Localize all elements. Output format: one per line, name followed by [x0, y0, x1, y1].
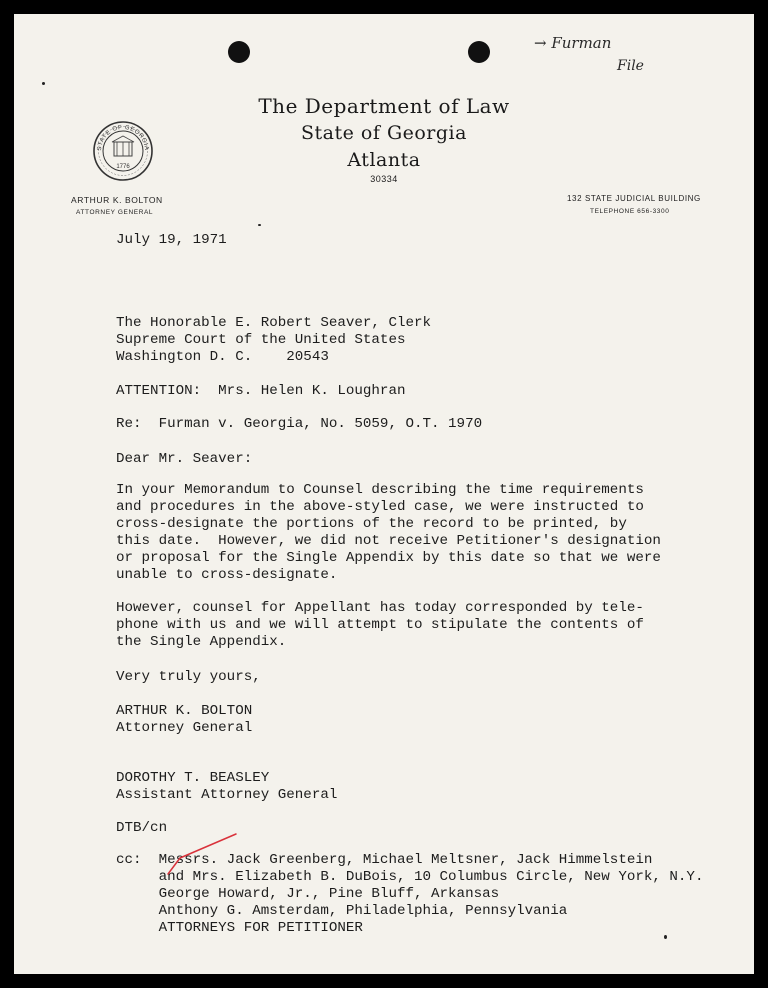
typist-initials: DTB/cn	[116, 820, 168, 836]
closing: Very truly yours,	[116, 669, 261, 685]
speck	[258, 224, 261, 226]
signer-1-name: ARTHUR K. BOLTON	[116, 703, 253, 719]
handwritten-note-file: File	[617, 58, 644, 74]
paragraph-1-line-2: and procedures in the above-styled case, we were instructed to	[116, 499, 644, 515]
paragraph-1-line-6: unable to cross-designate.	[116, 567, 338, 583]
letterhead-state: State of Georgia	[301, 122, 467, 144]
letter-page	[14, 14, 754, 974]
salutation: Dear Mr. Seaver:	[116, 451, 253, 467]
paragraph-1-line-3: cross-designate the portions of the record to be printed, by	[116, 516, 627, 532]
paragraph-2-line-3: the Single Appendix.	[116, 634, 287, 650]
letterhead-zip: 30334	[370, 174, 398, 184]
handwritten-note-furman: → Furman	[534, 34, 612, 52]
speck	[664, 935, 667, 939]
paragraph-1-line-4: this date. However, we did not receive Petitioner's designation	[116, 533, 661, 549]
paragraph-1-line-5: or proposal for the Single Appendix by this date so that we were	[116, 550, 661, 566]
punch-hole-left	[228, 41, 250, 63]
letterhead-right-address: 132 STATE JUDICIAL BUILDING	[567, 194, 701, 203]
signer-1-title: Attorney General	[116, 720, 253, 736]
signer-2-title: Assistant Attorney General	[116, 787, 338, 803]
paragraph-1-line-1: In your Memorandum to Counsel describing the time requirements	[116, 482, 644, 498]
letter-date: July 19, 1971	[116, 232, 227, 248]
letterhead-city: Atlanta	[347, 149, 421, 171]
letterhead-right-phone: TELEPHONE 656-3300	[590, 208, 670, 215]
speck	[42, 82, 45, 85]
letterhead-department: The Department of Law	[258, 94, 510, 118]
red-check-mark-icon	[164, 830, 244, 880]
cc-line-3: George Howard, Jr., Pine Bluff, Arkansas	[116, 886, 500, 902]
letterhead-left-name: ARTHUR K. BOLTON	[71, 195, 163, 205]
cc-line-4: Anthony G. Amsterdam, Philadelphia, Pennsylvania	[116, 903, 568, 919]
letterhead-left-title: ATTORNEY GENERAL	[76, 209, 154, 216]
signer-2-name: DOROTHY T. BEASLEY	[116, 770, 270, 786]
cc-line-2: and Mrs. Elizabeth B. DuBois, 10 Columbus Circle, New York, N.Y.	[116, 869, 704, 885]
recipient-line-2: Supreme Court of the United States	[116, 332, 406, 348]
seal-text: STATE OF GEORGIA	[96, 124, 150, 151]
re-line: Re: Furman v. Georgia, No. 5059, O.T. 1970	[116, 416, 483, 432]
recipient-line-3: Washington D. C. 20543	[116, 349, 329, 365]
recipient-line-1: The Honorable E. Robert Seaver, Clerk	[116, 315, 432, 331]
attention-line: ATTENTION: Mrs. Helen K. Loughran	[116, 383, 406, 399]
paragraph-2-line-1: However, counsel for Appellant has today corresponded by tele-	[116, 600, 644, 616]
cc-line-1: cc: Messrs. Jack Greenberg, Michael Meltsner, Jack Himmelstein	[116, 852, 653, 868]
punch-hole-right	[468, 41, 490, 63]
cc-line-5: ATTORNEYS FOR PETITIONER	[116, 920, 363, 936]
paragraph-2-line-2: phone with us and we will attempt to stipulate the contents of	[116, 617, 644, 633]
seal-year: 1776	[116, 164, 130, 170]
